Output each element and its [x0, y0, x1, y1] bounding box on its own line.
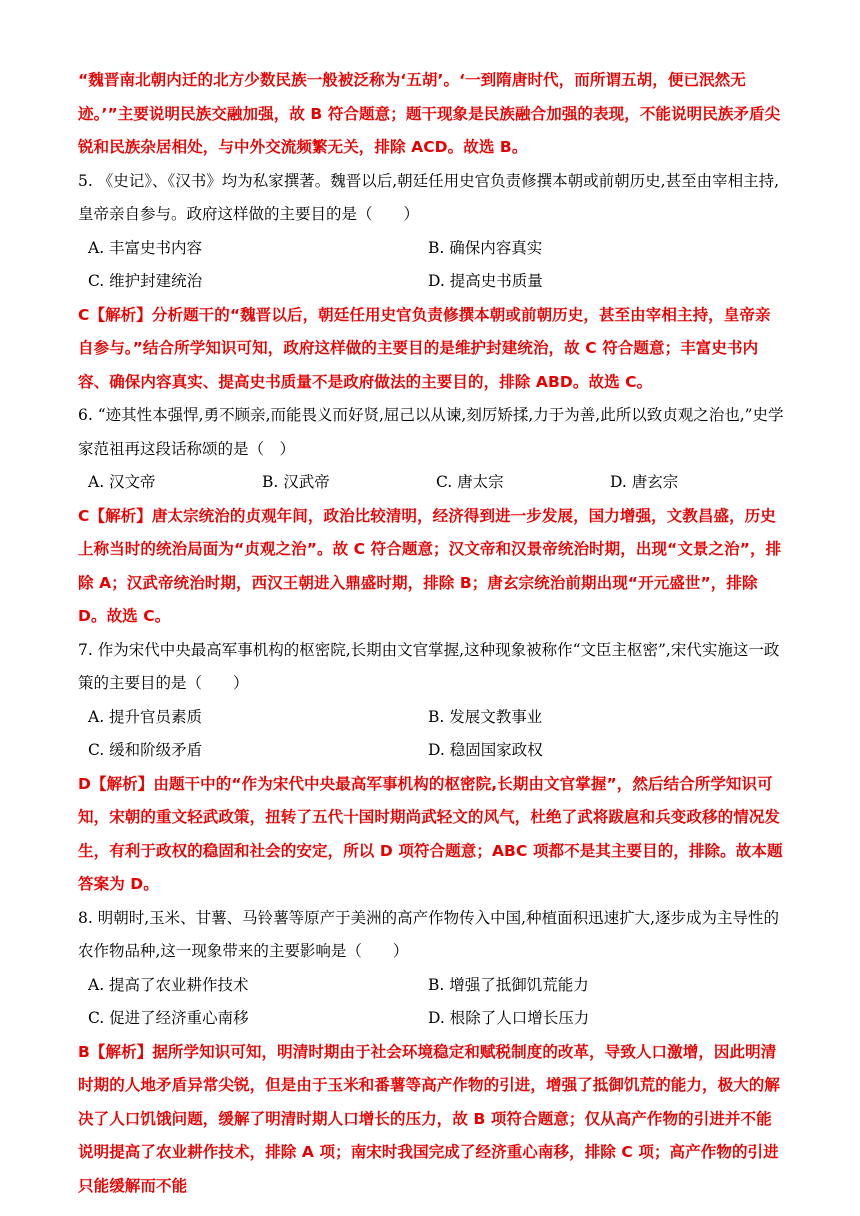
option-a: A. 丰富史书内容 [88, 238, 203, 257]
option-d: D. 稳固国家政权 [428, 741, 543, 759]
question-7-options-row-1 [78, 701, 784, 735]
option-a: A. 提高了农业耕作技术 [88, 975, 249, 994]
option-d: D. 根除了人口增长压力 [428, 1009, 590, 1027]
question-5-options-row-1 [78, 232, 784, 266]
option-b: B. 确保内容真实 [428, 238, 543, 257]
option-c: C. 维护封建统治 [88, 272, 203, 290]
option-a: A. 汉文帝 [88, 473, 156, 491]
question-8-options-row-1 [78, 969, 784, 1003]
answer-q4-explanation: “魏晋南北朝内迁的北方少数民族一般被泛称为‘五胡’。‘一到隋唐时代，而所谓五胡，便已泯然无迹。’”主要说明民族交融加强，故 B 符合题意；题干现象是民族融合加强的表现，不能说明民族矛盾尖锐和民族杂居相处，与中外交流频繁无关，排除 ACD。故选 B。 [78, 71, 781, 156]
option-b: B. 汉武帝 [262, 473, 330, 491]
answer-q8-explanation: B【解析】据所学知识可知，明清时期由于社会环境稳定和赋税制度的改革，导致人口激增，因此明清时期的人地矛盾异常尖锐，但是由于玉米和番薯等高产作物的引进，增强了抵御饥荒的能力，极大的解决了人口饥饿问题，缓解了明清时期人口增长的压力，故 B 项符合题意；仅从高产作物的引进并不能说明提高了农业耕作技术，排除 A 项；南宋时我国完成了经济重心南移，排除 C 项；高产作物的引进只能缓解而不能 [78, 1042, 781, 1195]
option-c: C. 缓和阶级矛盾 [88, 741, 203, 759]
question-5-options-row-2 [78, 265, 784, 299]
question-8-options-row-2 [78, 1002, 784, 1036]
question-7: 7. 作为宋代中央最高军事机构的枢密院,长期由文官掌握,这种现象被称作“文臣主枢密”,宋代实施这一政策的主要目的是（ ） [78, 640, 780, 692]
question-8: 8. 明朝时,玉米、甘薯、马铃薯等原产于美洲的高产作物传入中国,种植面积迅速扩大,逐步成为主导性的农作物品种,这一现象带来的主要影响是（ ） [78, 908, 779, 960]
question-5: 5. 《史记》、《汉书》均为私家撰著。魏晋以后,朝廷任用史官负责修撰本朝或前朝历史,甚至由宰相主持,皇帝亲自参与。政府这样做的主要目的是（ ） [78, 171, 779, 223]
option-d: D. 唐玄宗 [610, 473, 679, 491]
question-6-options [78, 466, 784, 500]
document-page [78, 64, 784, 1203]
answer-q5-explanation: C【解析】分析题干的“魏晋以后，朝廷任用史官负责修撰本朝或前朝历史，甚至由宰相主持，皇帝亲自参与。”结合所学知识可知，政府这样做的主要目的是维护封建统治，故 C 符合题意；丰富史书内容、确保内容真实、提高史书质量不是政府做法的主要目的，排除 ABD。故选 C。 [78, 305, 771, 391]
question-7-options-row-2 [78, 734, 784, 768]
option-b: B. 发展文教事业 [428, 707, 543, 726]
option-c: C. 唐太宗 [436, 473, 504, 491]
option-b: B. 增强了抵御饥荒能力 [428, 975, 589, 994]
question-6: 6. “迹其性本强悍,勇不顾亲,而能畏义而好贤,屈己以从谏,刻厉矫揉,力于为善,此所以致贞观之治也,”史学家范祖再这段话称颂的是（ ） [78, 406, 784, 458]
option-c: C. 促进了经济重心南移 [88, 1009, 249, 1027]
option-a: A. 提升官员素质 [88, 707, 203, 726]
answer-q6-explanation: C【解析】唐太宗统治的贞观年间，政治比较清明，经济得到进一步发展，国力增强，文教昌盛，历史上称当时的统治局面为“贞观之治”。故 C 符合题意；汉文帝和汉景帝统治时期，出现“文景之治”，排除 A；汉武帝统治时期，西汉王朝进入鼎盛时期，排除 B；唐玄宗统治前期出现“开元盛世”，排除 D。故选 C。 [78, 506, 782, 625]
option-d: D. 提高史书质量 [428, 272, 543, 290]
answer-q7-explanation: D【解析】由题干中的“作为宋代中央最高军事机构的枢密院,长期由文官掌握”，然后结合所学知识可知，宋朝的重文轻武政策，扭转了五代十国时期尚武轻文的风气，杜绝了武将跋扈和兵变政移的情况发生，有利于政权的稳固和社会的安定，所以 D 项符合题意；ABC 项都不是其主要目的，排除。故本题答案为 D。 [78, 774, 783, 893]
